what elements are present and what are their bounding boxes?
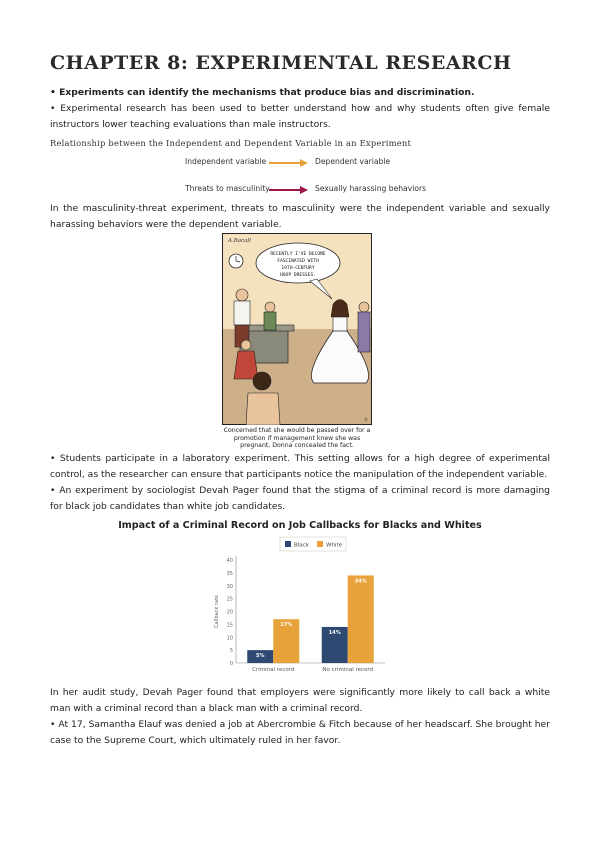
bar-white-no-criminal-record	[348, 575, 374, 663]
independent-variable-label: Independent variable	[185, 157, 267, 166]
legend-swatch-black	[285, 541, 291, 547]
office-cartoon	[222, 233, 372, 425]
svg-text:RECENTLY I'VE BECOME: RECENTLY I'VE BECOME	[270, 252, 326, 257]
svg-text:©: ©	[364, 417, 368, 422]
data-label: 14%	[328, 629, 341, 636]
data-label: 34%	[354, 578, 367, 585]
bullet-laboratory-experiment: • Students participate in a laboratory experiment. This setting allows for a high degree of experimental control, as the researcher can ensure that participants notice the manipulation of the independent variable.	[50, 453, 550, 480]
y-tick-label: 15	[226, 622, 233, 629]
dependent-variable-label: Dependent variable	[315, 157, 391, 166]
y-tick-label: 20	[226, 609, 233, 616]
variable-row-generic	[185, 156, 435, 170]
bullet-elauf-case: • At 17, Samantha Elauf was denied a job at Abercrombie & Fitch because of her headscarf. She brought her case to the Supreme Court, which ultimately ruled in her favor.	[50, 719, 550, 746]
y-tick-label: 0	[229, 661, 233, 667]
data-label: 17%	[280, 622, 293, 629]
bullet-teaching-evaluations: • Experimental research has been used to better understand how and why students often give female instructors lower teaching evaluations than male instructors.	[50, 103, 550, 130]
cartoon-signature: A.Bacall	[228, 238, 251, 244]
chart-svg	[210, 536, 390, 676]
chart-title: Impact of a Criminal Record on Job Callbacks for Blacks and Whites	[118, 520, 482, 531]
masculinity-threat-paragraph: In the masculinity-threat experiment, threats to masculinity were the independent variable and sexually harassing behaviors were the dependent variable.	[50, 203, 550, 230]
threats-to-masculinity-label: Threats to masculinity	[185, 184, 270, 193]
bullet-pager-experiment: • An experiment by sociologist Devah Pager found that the stigma of a criminal record is more damaging for black job candidates than white job candidates.	[50, 485, 550, 512]
bullet-experiments-mechanisms: • Experiments can identify the mechanisms that produce bias and discrimination.	[50, 87, 475, 98]
svg-text:FASCINATED WITH: FASCINATED WITH	[277, 259, 319, 264]
svg-text:HOOP DRESSES.: HOOP DRESSES.	[280, 273, 316, 278]
y-tick-label: 35	[226, 570, 233, 577]
audit-study-paragraph: In her audit study, Devah Pager found that employers were significantly more likely to call back a white man with a criminal record than a black man with a criminal record.	[50, 687, 550, 714]
crimson-arrow-icon	[269, 185, 309, 195]
orange-arrow-icon	[269, 158, 309, 168]
legend-swatch-white	[317, 541, 323, 547]
y-tick-label: 40	[226, 558, 233, 564]
x-tick-label: Criminal record	[252, 667, 295, 673]
y-tick-label: 30	[226, 583, 233, 590]
variable-row-example	[185, 183, 435, 197]
x-tick-label: No criminal record	[322, 667, 374, 673]
harassing-behaviors-label: Sexually harassing behaviors	[315, 184, 427, 193]
section-subheading: Relationship between the Independent and Dependent Variable in an Experiment	[50, 138, 412, 148]
callback-chart	[210, 536, 390, 680]
page-title: CHAPTER 8: EXPERIMENTAL RESEARCH	[50, 52, 512, 74]
cartoon-caption: Concerned that she would be passed over for a promotion if management knew she was pregnant, Donna concealed the fact.	[223, 427, 371, 449]
y-tick-label: 25	[226, 596, 233, 603]
y-axis-label: Callback rate	[214, 595, 220, 628]
data-label: 5%	[256, 653, 265, 660]
legend-label-white: White	[326, 542, 342, 549]
svg-text:19TH-CENTURY: 19TH-CENTURY	[281, 266, 315, 271]
cartoon-illustration	[222, 233, 372, 443]
y-tick-label: 5	[229, 648, 233, 655]
y-tick-label: 10	[226, 635, 233, 642]
legend-label-black: Black	[294, 542, 309, 549]
